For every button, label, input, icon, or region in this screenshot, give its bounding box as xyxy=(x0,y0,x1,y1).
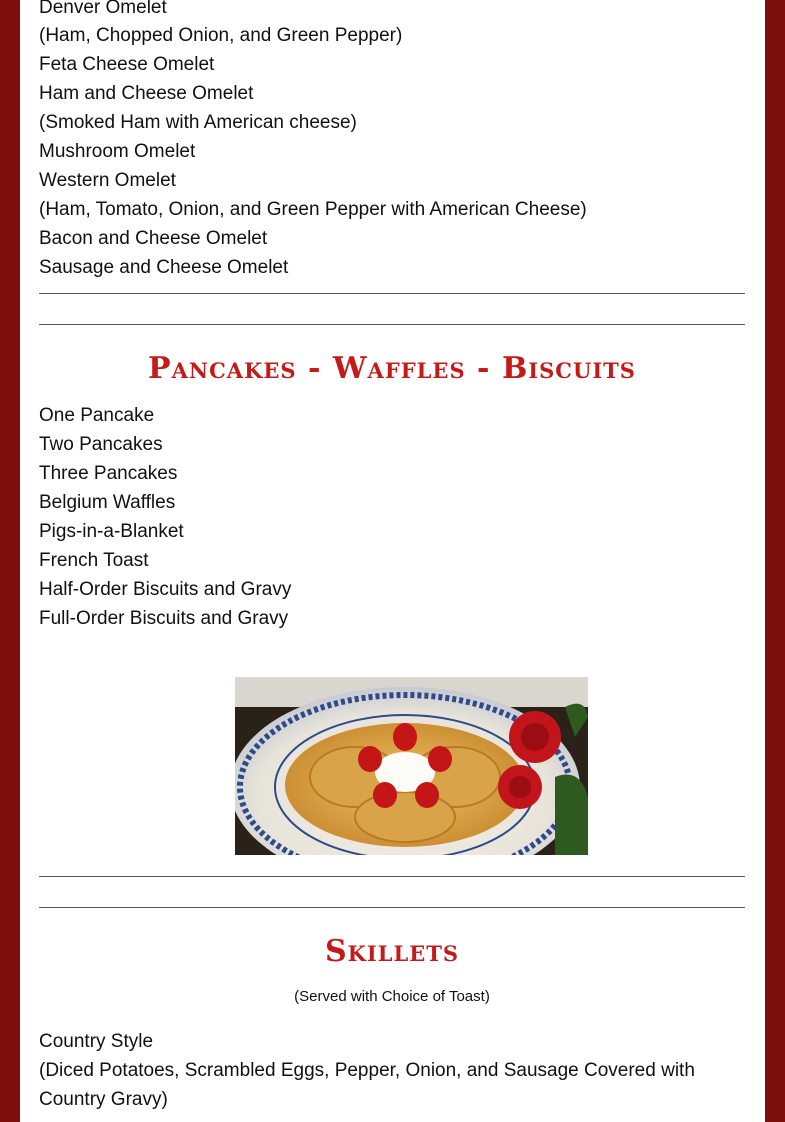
menu-item: Three Pancakes xyxy=(39,463,178,484)
menu-item-description: (Ham, Chopped Onion, and Green Pepper) xyxy=(39,25,403,46)
menu-item: Full-Order Biscuits and Gravy xyxy=(39,608,289,629)
menu-item: Western Omelet xyxy=(39,170,176,191)
section-note: (Served with Choice of Toast) xyxy=(294,988,490,1005)
menu-item: French Toast xyxy=(39,550,149,571)
section-divider xyxy=(39,876,745,877)
section-divider xyxy=(39,907,745,908)
menu-item: Country Style xyxy=(39,1031,154,1052)
menu-item: Half-Order Biscuits and Gravy xyxy=(39,579,292,600)
menu-item: Belgium Waffles xyxy=(39,492,176,513)
menu-item: Pigs-in-a-Blanket xyxy=(39,521,184,542)
menu-item: Mushroom Omelet xyxy=(39,141,196,162)
waffle-plate-illustration xyxy=(235,677,588,855)
section-divider xyxy=(39,324,745,325)
menu-item: One Pancake xyxy=(39,405,155,426)
section-heading-pancakes: Pancakes - Waffles - Biscuits xyxy=(148,351,636,386)
menu-item: Denver Omelet xyxy=(39,0,167,18)
section-heading-skillets: Skillets xyxy=(324,934,460,969)
menu-item-description: (Ham, Tomato, Onion, and Green Pepper with American Cheese) xyxy=(39,199,587,220)
menu-page xyxy=(20,0,765,1122)
menu-item: Sausage and Cheese Omelet xyxy=(39,257,289,278)
menu-item: Feta Cheese Omelet xyxy=(39,54,215,75)
menu-item-description: (Diced Potatoes, Scrambled Eggs, Pepper, Onion, and Sausage Covered with Country Gravy) xyxy=(39,1060,695,1110)
section-divider xyxy=(39,293,745,294)
waffle-photo xyxy=(235,677,588,855)
menu-item: Ham and Cheese Omelet xyxy=(39,83,254,104)
menu-item: Two Pancakes xyxy=(39,434,163,455)
menu-item: Bacon and Cheese Omelet xyxy=(39,228,268,249)
menu-item-description: (Smoked Ham with American cheese) xyxy=(39,112,357,133)
